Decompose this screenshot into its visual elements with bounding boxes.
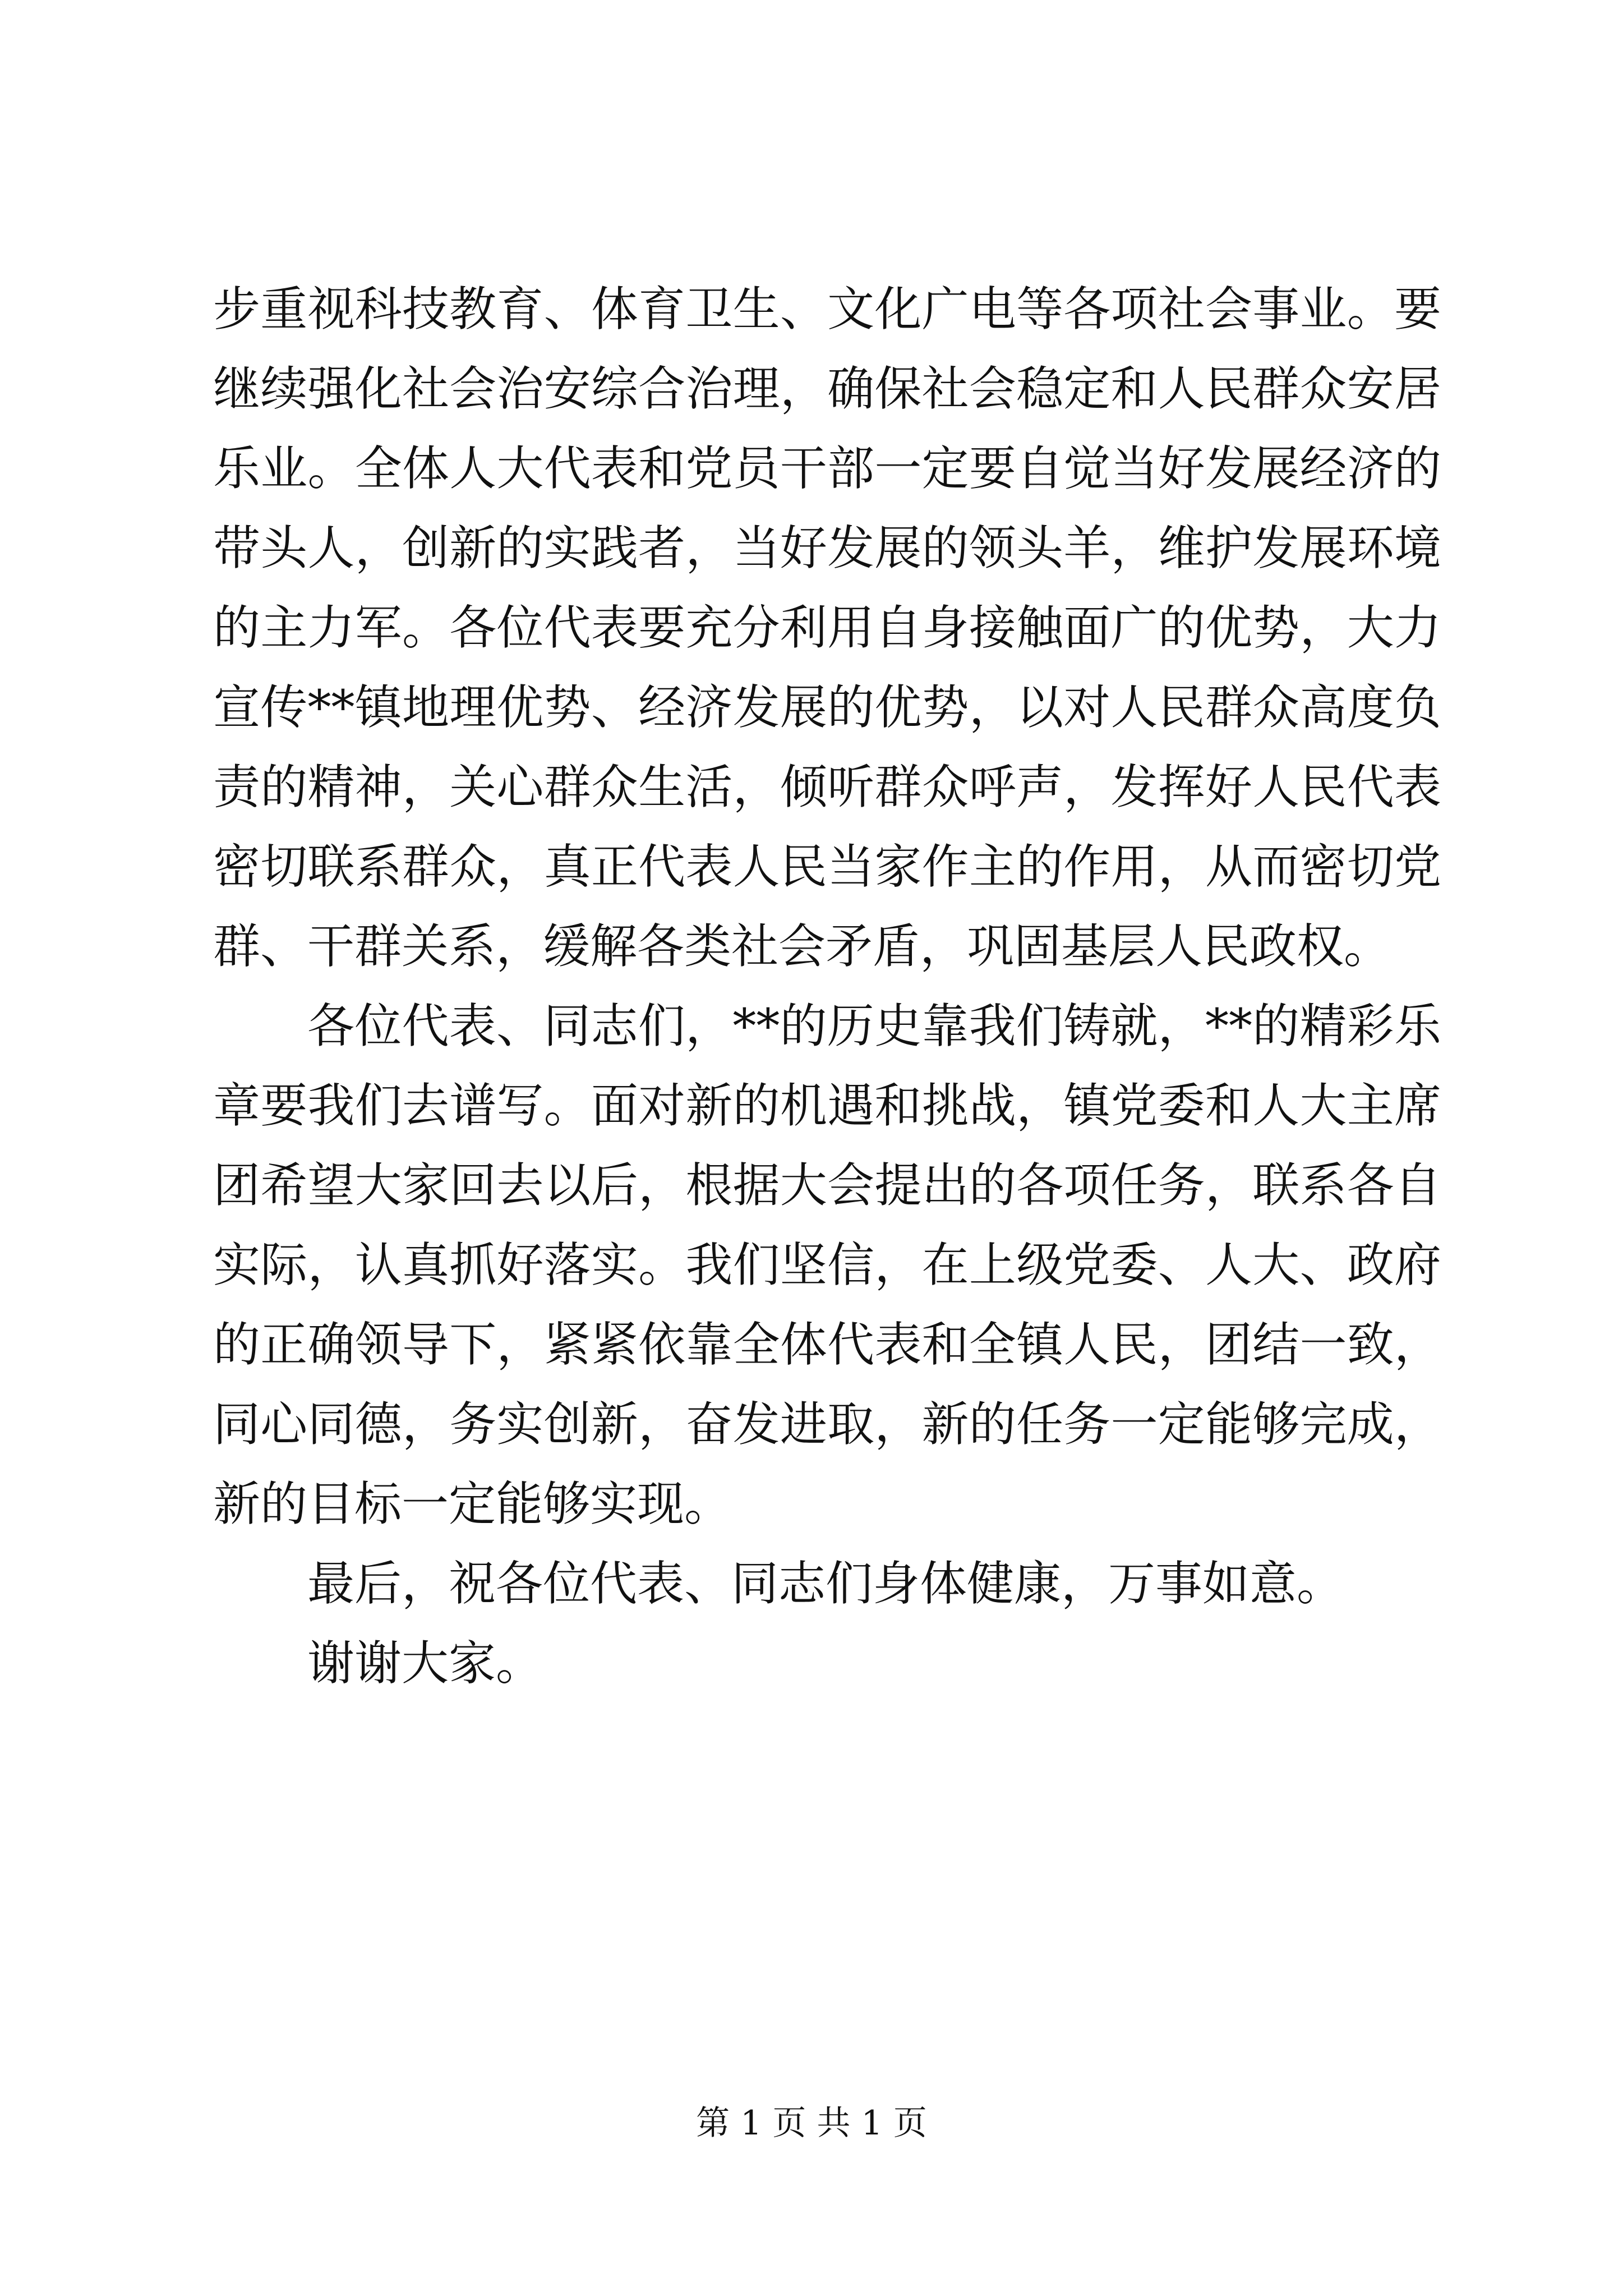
paragraph-wishes: 最后，祝各位代表、同志们身体健康，万事如意。	[307, 1556, 1344, 1611]
page-footer: 第 1 页 共 1 页	[696, 2104, 927, 2143]
paragraph-continuation: 步重视科技教育、体育卫生、文化广电等各项社会事业。要继续强化社会治安综合治理，确保社会稳定和人民群众安居乐业。全体人大代表和党员干部一定要自觉当好发展经济的带头人，创新的实践者，当好发展的领头羊，维护发展环境的主力军。各位代表要充分利用自身接触面广的优势，大力宣传**镇地理优势、经济发展的优势，以对人民群众高度负责的精神，关心群众生活，倾听群众呼声，发挥好人民代表密切联系群众，真正代表人民当家作主的作用，从而密切党群、干群关系，缓解各类社会矛盾，巩固基层人民政权。	[213, 282, 1441, 974]
paragraph-thanks: 谢谢大家。	[307, 1636, 543, 1691]
document-body	[213, 269, 1441, 1703]
paragraph-closing-appeal: 各位代表、同志们，**的历史靠我们铸就，**的精彩乐章要我们去谱写。面对新的机遇和挑战，镇党委和人大主席团希望大家回去以后，根据大会提出的各项任务，联系各自实际，认真抓好落实。我们坚信，在上级党委、人大、政府的正确领导下，紧紧依靠全体代表和全镇人民，团结一致，同心同德，务实创新，奋发进取，新的任务一定能够完成，新的目标一定能够实现。	[213, 999, 1441, 1531]
